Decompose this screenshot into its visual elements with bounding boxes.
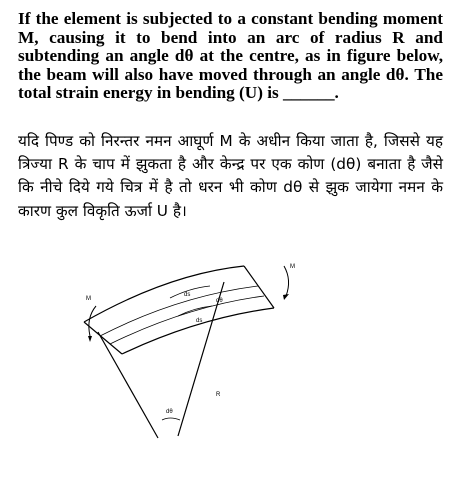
radial-line-right	[178, 282, 224, 436]
question-english-text: If the element is subjected to a constant bending moment M, causing it to bend into an arc of radius R and subtending an angle dθ at the centre, as in figure below, the beam will also have moved through an angle dθ. The total strain energy in bending (U) is	[18, 9, 443, 103]
label-ds-mid: ds	[196, 318, 203, 324]
moment-arrow-right-head	[283, 294, 289, 300]
moment-arrow-right	[284, 266, 289, 296]
question-english-end: .	[334, 83, 339, 103]
label-dtheta-centre: dθ	[166, 409, 173, 415]
question-hindi: यदि पिण्ड को निरन्तर नमन आघूर्ण M के अधीन किया जाता है, जिससे यह त्रिज्या R के चाप में झुकता है और केन्द्र पर एक कोण (dθ) बनाता है जैसे कि नीचे दिये गये चित्र में है तो धरन भी कोण dθ से झुक जायेगा नमन के कारण कुल विकृति ऊर्जा U है।	[18, 132, 443, 220]
question-english	[18, 10, 443, 103]
beam-bending-diagram	[78, 258, 308, 448]
label-dtheta-small: dθ	[216, 298, 223, 304]
label-moment-left: M	[86, 296, 91, 302]
answer-blank: ______	[282, 83, 335, 103]
beam-bottom-edge	[122, 308, 274, 354]
label-ds-top: ds	[184, 292, 191, 298]
label-radius: R	[216, 392, 221, 398]
moment-arrow-left-head	[88, 336, 92, 342]
centre-angle-arc	[162, 418, 180, 420]
radial-line-left	[98, 332, 158, 438]
fibre-line-upper	[100, 286, 258, 336]
label-moment-right: M	[290, 264, 295, 270]
beam-bending-figure	[78, 258, 308, 448]
